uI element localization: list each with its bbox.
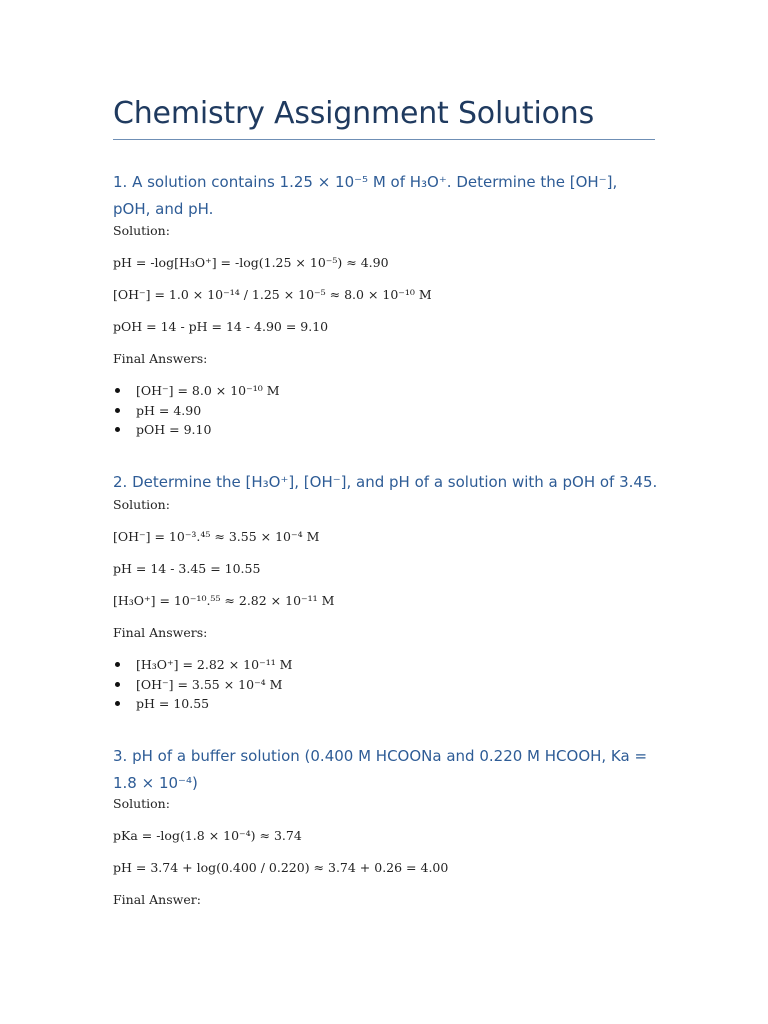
q3-step-2: pH = 3.74 + log(0.400 / 0.220) ≈ 3.74 + 0.26 = 4.00 [113, 860, 449, 875]
q2-answer-3: pH = 10.55 [113, 694, 292, 714]
q2-step-1: [OH⁻] = 10⁻³.⁴⁵ ≈ 3.55 × 10⁻⁴ M [113, 529, 320, 544]
q1-answer-3: pOH = 9.10 [113, 420, 280, 440]
q1-step-2: [OH⁻] = 1.0 × 10⁻¹⁴ / 1.25 × 10⁻⁵ ≈ 8.0 × 10⁻¹⁰ M [113, 287, 432, 302]
q2-answer-2: [OH⁻] = 3.55 × 10⁻⁴ M [113, 675, 292, 695]
q1-step-3: pOH = 14 - pH = 14 - 4.90 = 9.10 [113, 319, 329, 334]
question-3-heading: 3. pH of a buffer solution (0.400 M HCOONa and 0.220 M HCOOH, Ka = 1.8 × 10⁻⁴) [113, 747, 648, 792]
q2-solution-label: Solution: [113, 497, 170, 512]
q1-final-label: Final Answers: [113, 351, 208, 366]
q1-answer-1: [OH⁻] = 8.0 × 10⁻¹⁰ M [113, 381, 280, 401]
q2-step-3: [H₃O⁺] = 10⁻¹⁰.⁵⁵ ≈ 2.82 × 10⁻¹¹ M [113, 593, 335, 608]
q2-answer-list [113, 655, 292, 714]
q2-answer-1: [H₃O⁺] = 2.82 × 10⁻¹¹ M [113, 655, 292, 675]
q1-step-1: pH = -log[H₃O⁺] = -log(1.25 × 10⁻⁵) ≈ 4.90 [113, 255, 389, 270]
q1-answer-2: pH = 4.90 [113, 401, 280, 421]
document-title: Chemistry Assignment Solutions [113, 96, 595, 131]
q2-final-label: Final Answers: [113, 625, 208, 640]
q2-step-2: pH = 14 - 3.45 = 10.55 [113, 561, 261, 576]
q3-step-1: pKa = -log(1.8 × 10⁻⁴) ≈ 3.74 [113, 828, 302, 843]
title-underline [113, 139, 655, 140]
q1-solution-label: Solution: [113, 223, 170, 238]
q3-final-label: Final Answer: [113, 892, 201, 907]
q1-answer-list [113, 381, 280, 440]
question-1-heading: 1. A solution contains 1.25 × 10⁻⁵ M of H₃O⁺. Determine the [OH⁻], pOH, and pH. [113, 173, 618, 218]
question-2-heading: 2. Determine the [H₃O⁺], [OH⁻], and pH of a solution with a pOH of 3.45. [113, 473, 658, 491]
q3-solution-label: Solution: [113, 796, 170, 811]
